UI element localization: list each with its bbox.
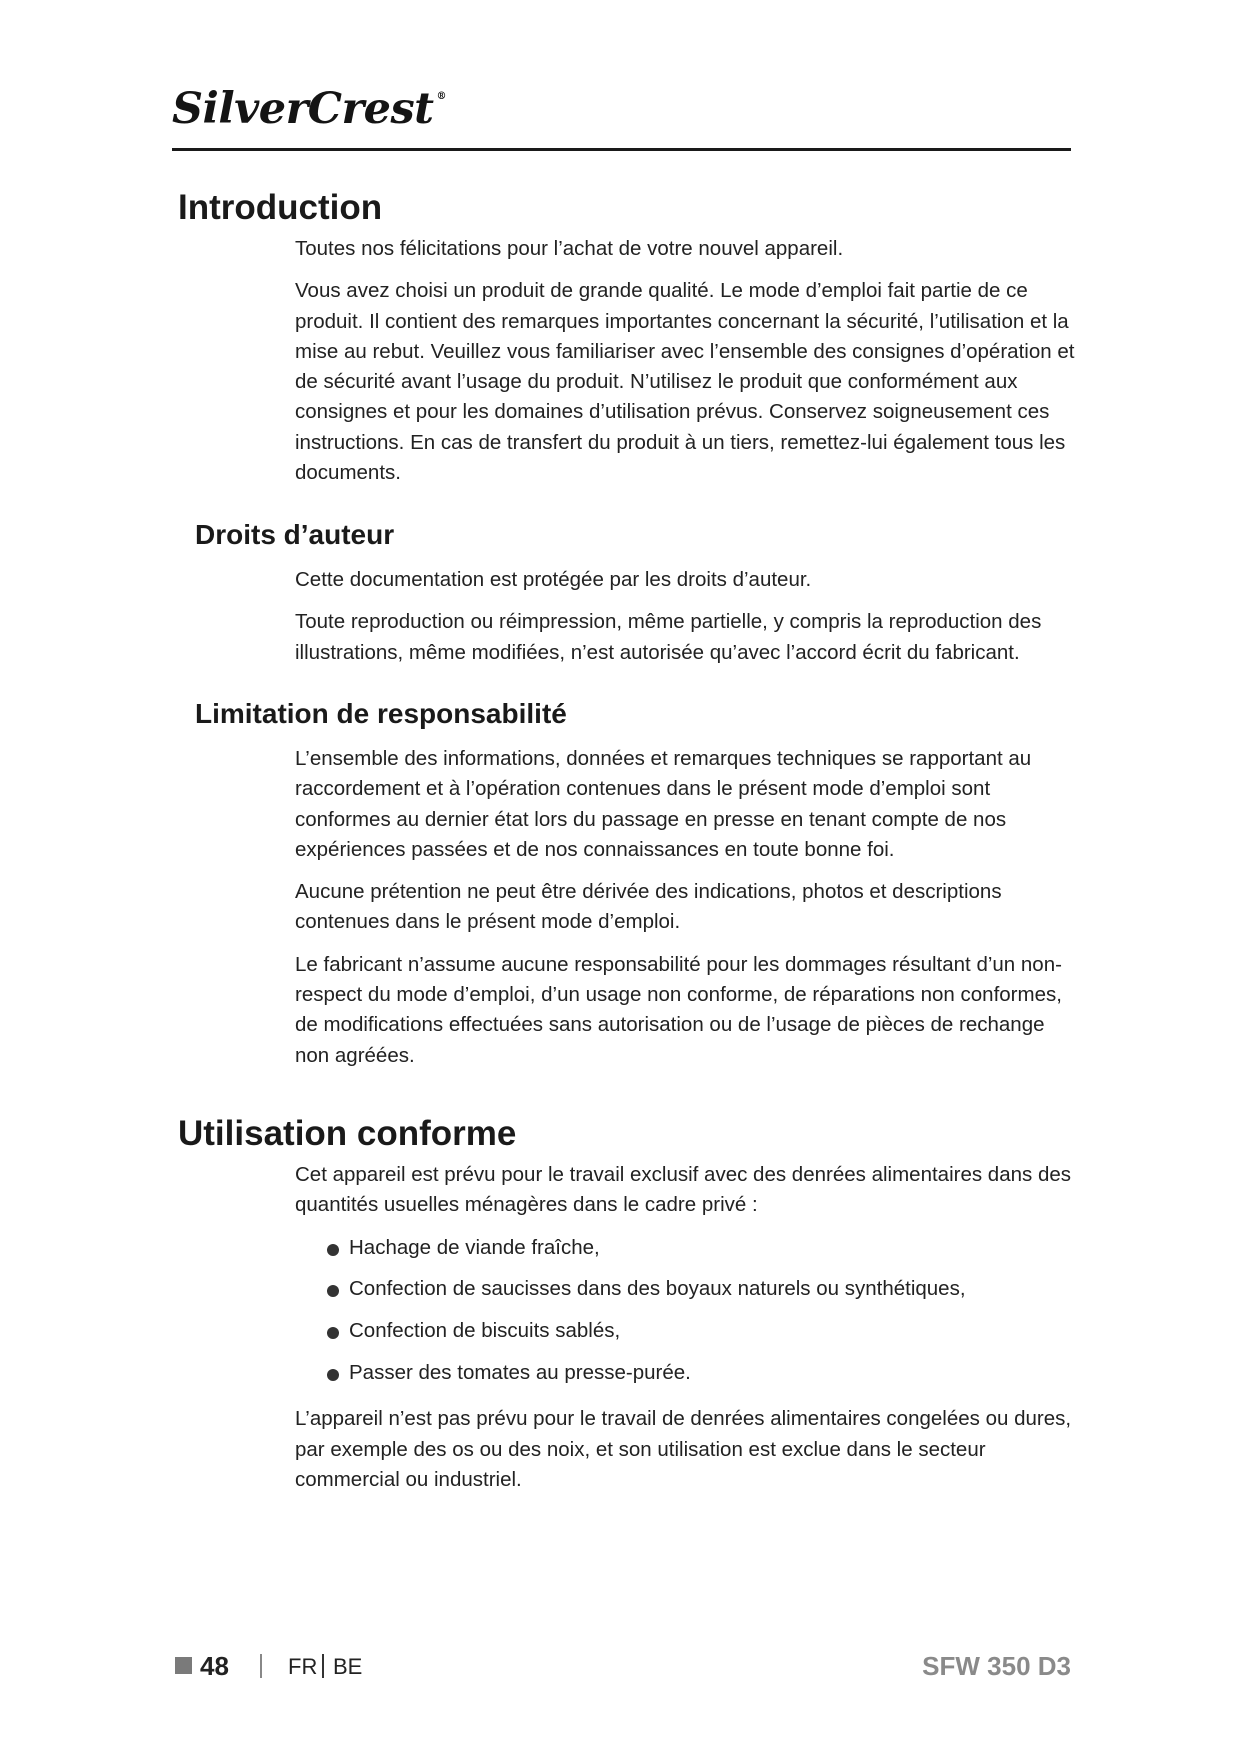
droits-body <box>295 565 1075 668</box>
list-item: Confection de saucisses dans des boyaux naturels ou synthétiques, <box>327 1274 1075 1304</box>
usage-list <box>295 1233 1075 1389</box>
language-code: FR <box>288 1654 318 1679</box>
paragraph: Aucune prétention ne peut être dérivée des indications, photos et descriptions contenues dans le présent mode d’emploi. <box>295 880 1002 934</box>
paragraph: Cet appareil est prévu pour le travail exclusif avec des denrées alimentaires dans des quantités usuelles ménagères dans le cadre privé : <box>295 1163 1071 1217</box>
paragraph: L’ensemble des informations, données et remarques techniques se rapportant au raccordement et à l’opération contenues dans le présent mode d’emploi sont conformes au dernier état lors du passage en presse en tenant compte de nos expériences passées et de nos connaissances en toute bonne foi. <box>295 747 1032 861</box>
section-title-droits: Droits d’auteur <box>195 519 395 550</box>
paragraph: Toutes nos félicitations pour l’achat de votre nouvel appareil. <box>295 237 844 260</box>
list-item: Confection de biscuits sablés, <box>327 1316 1075 1346</box>
bullet-icon <box>327 1369 339 1381</box>
footer-separator <box>322 1654 324 1678</box>
paragraph: Toute reproduction ou réimpression, même partielle, y compris la reproduction des illustrations, même modifiées, n’est autorisée qu’avec l’accord écrit du fabricant. <box>295 610 1042 664</box>
registered-mark: ® <box>436 91 447 102</box>
limitation-body <box>295 744 1075 1071</box>
section-title-introduction: Introduction <box>178 188 383 227</box>
model-number: SFW 350 D3 <box>922 1651 1071 1681</box>
page-footer <box>175 1650 1071 1690</box>
paragraph: Le fabricant n’assume aucune responsabilité pour les dommages résultant d’un non-respect du mode d’emploi, d’un usage non conforme, de réparations non conformes, de modifications effectuées sans autorisation ou de l’usage de pièces de rechange non agréées. <box>295 952 1062 1067</box>
section-title-limitation: Limitation de responsabilité <box>195 698 567 729</box>
paragraph: L’appareil n’est pas prévu pour le travail de denrées alimentaires congelées ou dures, par exemple des os ou des noix, et son utilisation est exclue dans le secteur commercial ou industriel. <box>295 1407 1072 1491</box>
footer-separator <box>260 1654 262 1678</box>
brand-name: SilverCrest <box>172 84 434 134</box>
paragraph: Vous avez choisi un produit de grande qualité. Le mode d’emploi fait partie de ce produit. Il contient des remarques importantes concernant la sécurité, l’utilisation et la mise au rebut. Veuillez vous familiariser avec l’ensemble des consignes d’opération et de sécurité avant l’usage du produit. N’utilisez le produit que conformément aux consignes et pour les domaines d’utilisation prévus. Conservez soigneusement ces instructions. En cas de transfert du produit à un tiers, remettez-lui également tous les documents. <box>295 279 1075 485</box>
country-code: BE <box>333 1654 363 1679</box>
square-marker-icon <box>175 1657 192 1674</box>
header-divider <box>172 148 1071 151</box>
bullet-icon <box>327 1327 339 1339</box>
list-item: Hachage de viande fraîche, <box>327 1233 1075 1263</box>
paragraph: Cette documentation est protégée par les droits d’auteur. <box>295 568 812 591</box>
bullet-icon <box>327 1285 339 1297</box>
page-number: 48 <box>200 1651 229 1681</box>
utilisation-body <box>295 1160 1075 1495</box>
silvercrest-logo <box>172 84 447 134</box>
section-title-utilisation: Utilisation conforme <box>178 1114 517 1153</box>
bullet-icon <box>327 1244 339 1256</box>
list-item: Passer des tomates au presse-purée. <box>327 1358 1075 1388</box>
introduction-body <box>295 234 1075 488</box>
